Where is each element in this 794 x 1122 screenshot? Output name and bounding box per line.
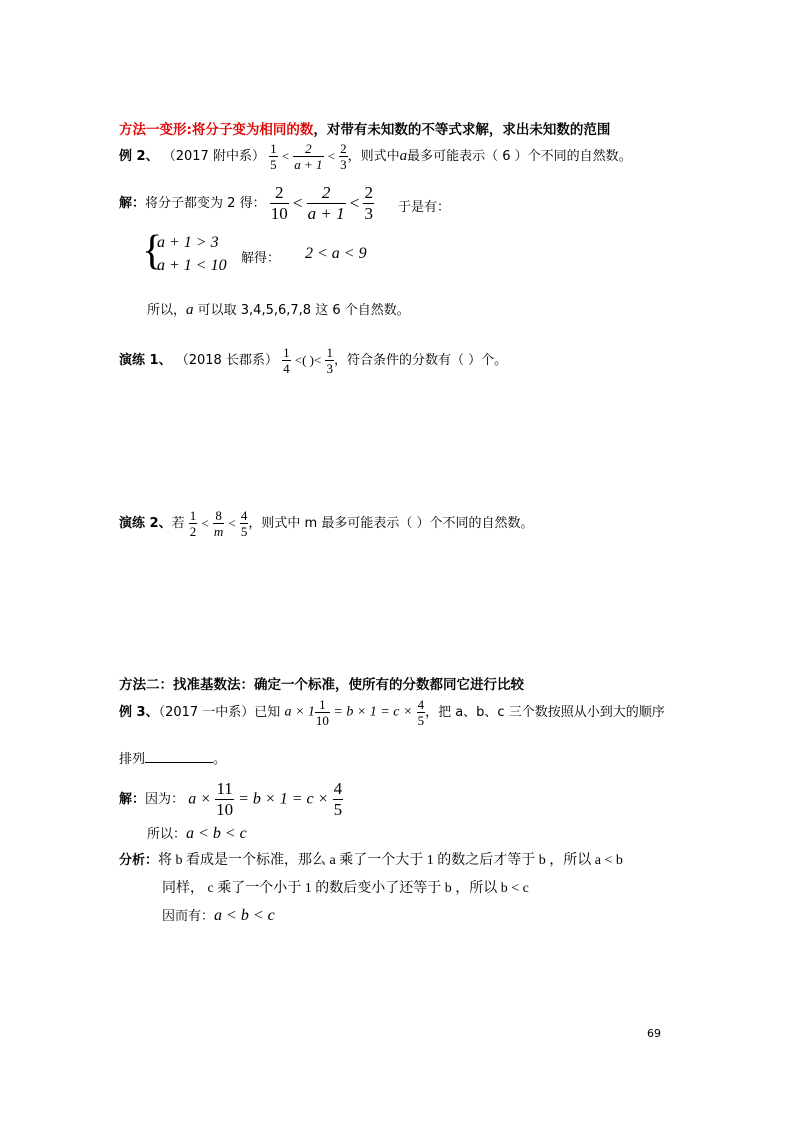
fraction-numerator: 1: [319, 697, 326, 712]
fraction-numerator: 2: [274, 183, 284, 202]
example3-line-2: [119, 748, 226, 767]
practice1-text: ，符合条件的分数有（ ）个。: [333, 353, 508, 368]
less-than-sign: <: [327, 148, 335, 164]
system-line-2: a + 1 < 10: [157, 257, 227, 274]
solution2-result: 2 < a < 9: [305, 245, 367, 262]
fraction-denominator: 4: [283, 361, 290, 376]
method1-title: [119, 118, 610, 138]
analysis-label: 分析: [119, 853, 146, 868]
fraction-denominator: 3: [364, 204, 373, 223]
example3-fraction-1: [315, 697, 330, 728]
solution3-result: a < b < c: [186, 825, 247, 842]
solution3-fraction-2: [333, 779, 344, 820]
conclusion-text-a: 所以，: [147, 303, 187, 318]
example2-line: [119, 141, 632, 172]
fraction-denominator: 10: [270, 204, 288, 223]
fraction-numerator: 1: [283, 345, 290, 360]
solution3-label: 解: [119, 792, 133, 807]
fraction-denominator: 10: [315, 713, 329, 728]
practice1-middle: <( )<: [294, 352, 322, 368]
less-than-sign: <: [292, 193, 303, 213]
method2-title: 方法二：找准基数法：确定一个标准，使所有的分数都同它进行比较: [119, 677, 524, 693]
fraction-denominator: 3: [326, 361, 333, 376]
solution2-fraction-2: [307, 183, 346, 224]
example2-var: a: [399, 148, 408, 164]
fraction-denominator: 3: [340, 157, 347, 172]
practice2-sep: 、: [158, 516, 172, 531]
system-line-1: a + 1 > 3: [157, 234, 219, 251]
solution3-conclusion: [147, 823, 247, 843]
solution2-colon: ：: [132, 196, 146, 211]
fraction-denominator: m: [213, 524, 224, 539]
analysis-colon: ：: [145, 853, 159, 868]
less-than-sign: <: [349, 193, 360, 213]
answer-blank[interactable]: [145, 748, 213, 763]
example3-expr-b: = b × 1 = c ×: [329, 704, 413, 720]
analysis-line3-result: a < b < c: [214, 907, 275, 924]
fraction-denominator: 5: [270, 157, 277, 172]
analysis-line1-text: 将 b 看成是一个标准，那么 a 乘了一个大于 1 的数之后才等于 b ，所以 a < b: [158, 853, 623, 868]
example3-sep: 、: [145, 705, 159, 720]
solution3-expr-a: a ×: [188, 790, 211, 808]
fraction-numerator: 2: [305, 141, 312, 156]
example3-end: 。: [213, 752, 227, 767]
solution3-fraction-1: [215, 779, 234, 820]
analysis-line-2: 同样， c 乘了一个小于 1 的数后变小了还等于 b ，所以 b < c: [162, 881, 529, 896]
fraction-denominator: 10: [216, 800, 234, 819]
practice1-fraction-2: [325, 345, 334, 376]
fraction-numerator: 2: [364, 183, 373, 202]
practice2-ruo: 若: [171, 516, 185, 531]
fraction-denominator: 5: [333, 800, 343, 819]
solution3-expr-b: = b × 1 = c ×: [234, 790, 329, 808]
fraction-numerator: 1: [270, 141, 277, 156]
example2-label: 例 2: [119, 149, 146, 164]
practice1-sep: 、: [158, 353, 172, 368]
example3-text: ，把 a、b、c 三个数按照从小到大的顺序: [425, 705, 665, 720]
practice2-text: ，则式中 m 最多可能表示（ ）个不同的自然数。: [248, 516, 534, 531]
practice2-fraction-1: [189, 508, 198, 539]
analysis-line-3: [162, 905, 275, 925]
example3-line: [119, 697, 665, 728]
solution2-yushi: 于是有：: [398, 200, 451, 215]
practice2-fraction-2: [213, 508, 224, 539]
example2-text-a: ，则式中: [347, 149, 400, 164]
fraction-numerator: 2: [340, 141, 347, 156]
brace-icon: {: [142, 228, 163, 274]
fraction-numerator: 2: [321, 183, 331, 202]
solution2-label: 解: [119, 196, 133, 211]
fraction-numerator: 4: [417, 697, 425, 712]
example2-source: （2017 附中系）: [162, 149, 265, 164]
solution2-conclusion: [147, 299, 410, 319]
practice2-line: [119, 508, 533, 539]
practice2-label: 演练 2: [119, 516, 159, 531]
solution3-lead: 因为：: [145, 792, 185, 807]
fraction-numerator: 4: [333, 779, 343, 798]
fraction-numerator: 8: [215, 508, 222, 523]
example2-fraction-1: [269, 141, 278, 172]
example2-fraction-3: [339, 141, 348, 172]
example3-label: 例 3: [119, 705, 146, 720]
conclusion-var: a: [186, 302, 194, 318]
fraction-denominator: a + 1: [294, 157, 323, 172]
practice1-source: （2018 长郡系）: [175, 353, 278, 368]
practice1-label: 演练 1: [119, 353, 159, 368]
analysis-line-1: [119, 849, 623, 869]
solution3-colon: ：: [132, 792, 146, 807]
solution2-line: [119, 183, 374, 224]
fraction-denominator: 2: [189, 524, 197, 539]
solution2-fraction-1: [270, 183, 289, 224]
example3-fraction-2: [417, 697, 426, 728]
example2-fraction-2: [293, 141, 323, 172]
practice1-fraction-1: [282, 345, 291, 376]
less-than-sign: <: [228, 515, 236, 531]
fraction-denominator: 5: [417, 713, 425, 728]
fraction-denominator: a + 1: [307, 204, 345, 223]
example3-line2-text: 排列: [119, 752, 146, 767]
method1-title-rest: ，对带有未知数的不等式求解，求出未知数的范围: [313, 122, 611, 138]
less-than-sign: <: [201, 515, 209, 531]
solution3-suoyi: 所以：: [147, 827, 187, 842]
example3-source: （2017 一中系）已知: [158, 705, 281, 720]
fraction-numerator: 1: [189, 508, 197, 523]
example2-text-b: 最多可能表示（ 6 ）个不同的自然数。: [407, 149, 632, 164]
fraction-numerator: 4: [240, 508, 248, 523]
practice1-line: [119, 345, 507, 376]
solution3-line: [119, 779, 343, 820]
example2-sep: 、: [145, 149, 159, 164]
solution2-lead: 将分子都变为 2 得：: [145, 196, 266, 211]
solution2-fraction-3: [363, 183, 374, 224]
fraction-numerator: 1: [326, 345, 333, 360]
fraction-denominator: 5: [240, 524, 248, 539]
example3-expr-a: a × 1: [284, 704, 315, 720]
solution2-jiede: 解得：: [241, 251, 281, 266]
fraction-numerator: 11: [216, 779, 233, 798]
conclusion-text-b: 可以取 3,4,5,6,7,8 这 6 个自然数。: [193, 303, 410, 318]
method1-title-red: 方法一变形:将分子变为相同的数: [119, 122, 314, 138]
analysis-line3-lead: 因而有：: [162, 909, 215, 924]
page-number: 69: [647, 1027, 661, 1040]
less-than-sign: <: [281, 148, 290, 164]
